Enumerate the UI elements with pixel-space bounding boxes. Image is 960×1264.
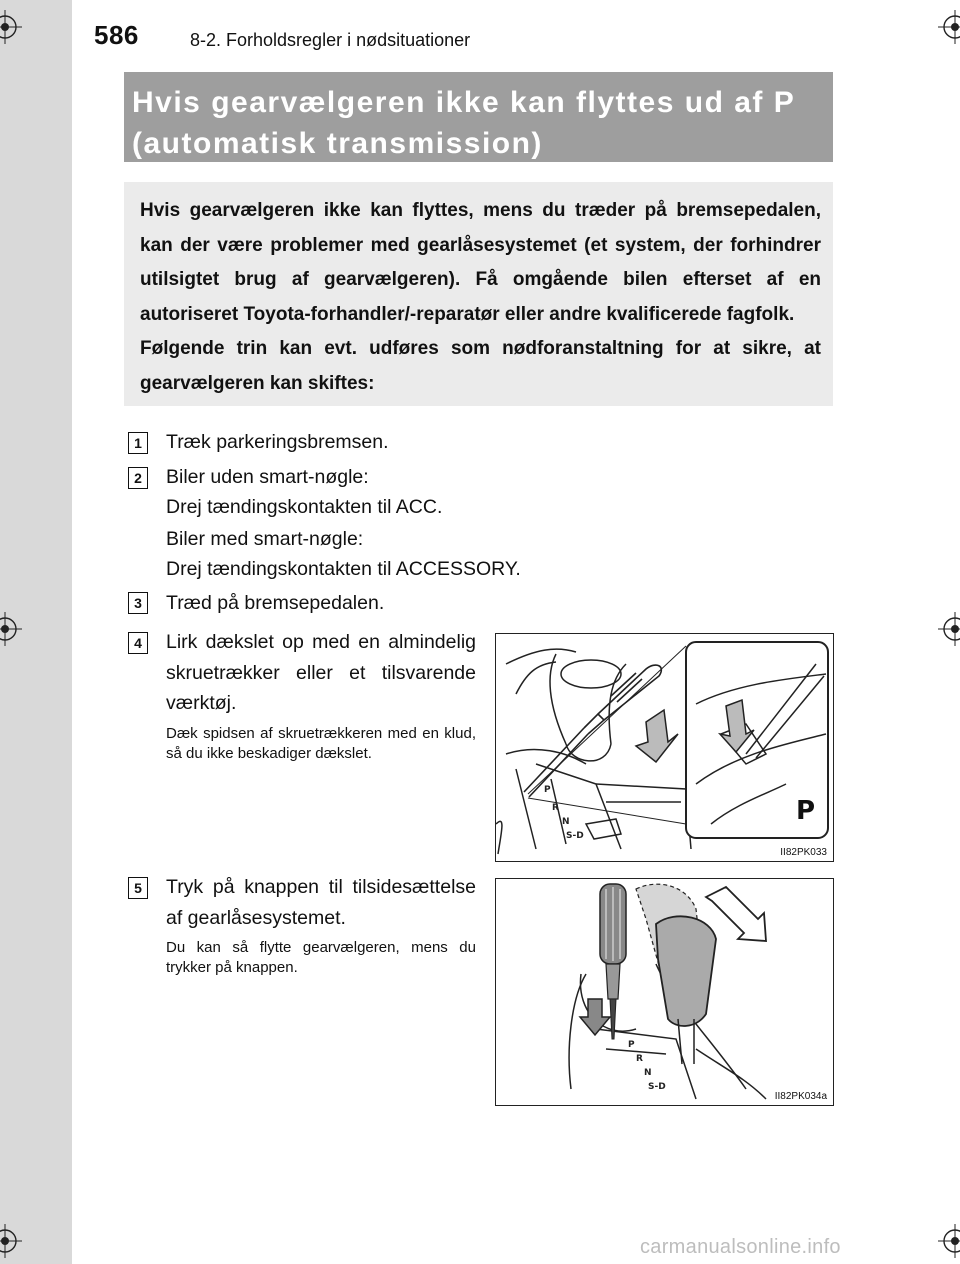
intro-box (124, 182, 833, 406)
intro-paragraph: Følgende trin kan evt. udføres som nødforanstaltning for at sikre, at gearvælgeren kan skiftes: (140, 338, 821, 394)
intro-paragraph: Hvis gearvælgeren ikke kan flyttes, mens du træder på bremsepedalen, kan der være problemer med gearlåsesystemet (et system, der forhindrer utilsigtet brug af gearvælgeren). Få omgående bilen efterset af en autoriseret Toyota-forhandler/-reparatør eller andre kvalificerede fagfolk. (140, 200, 821, 325)
step-text (166, 462, 442, 522)
registration-mark-icon (938, 10, 960, 44)
page-title (124, 72, 833, 162)
registration-mark-icon (0, 10, 22, 44)
gear-label: P (628, 1040, 635, 1050)
figure-lever-cover (495, 633, 834, 862)
gear-label: P (544, 785, 551, 795)
step-text: Lirk dækslet op med en almindelig skruetrækker eller et tilsvarende værktøj. (166, 631, 476, 714)
registration-mark-icon (938, 612, 960, 646)
step-line: Biler med smart-nøgle: (166, 528, 364, 550)
step-text: Træk parkeringsbremsen. (166, 431, 389, 453)
illustration-override-button (496, 879, 833, 1105)
registration-mark-icon (0, 612, 22, 646)
gear-label: S-D (648, 1082, 666, 1092)
title-line-1: Hvis gearvælgeren ikke kan flyttes ud af P (132, 86, 796, 119)
gear-label: N (644, 1068, 652, 1078)
step-number: 3 (128, 592, 148, 614)
step-text (166, 524, 521, 584)
step-number: 2 (128, 467, 148, 489)
title-line-2: (automatisk transmission) (132, 127, 543, 160)
figure-override-button (495, 878, 834, 1106)
figure-code: II82PK034a (774, 1091, 827, 1102)
step-note: Dæk spidsen af skruetrækkeren med en klud, så du ikke beskadiger dækslet. (166, 725, 476, 762)
section-heading: 8-2. Forholdsregler i nødsituationer (190, 30, 471, 50)
step-number: 5 (128, 877, 148, 899)
gear-label: S-D (566, 831, 584, 841)
step-line: Biler uden smart-nøgle: (166, 466, 369, 488)
step-note: Du kan så flytte gearvælgeren, mens du trykker på knappen. (166, 939, 476, 976)
step-number: 4 (128, 632, 148, 654)
figure-code: II82PK033 (780, 847, 827, 858)
illustration-pry-cover (496, 634, 833, 861)
step-line: Drej tændingskontakten til ACC. (166, 496, 443, 518)
page-number: 586 (94, 20, 139, 50)
step-line: Drej tændingskontakten til ACCESSORY. (166, 558, 521, 580)
gear-label: N (562, 817, 570, 827)
step-text: Tryk på knappen til tilsidesættelse af gearlåsesystemet. (166, 876, 476, 929)
step-number: 1 (128, 432, 148, 454)
registration-mark-icon (0, 1224, 22, 1258)
watermark: carmanualsonline.info (640, 1236, 841, 1258)
registration-mark-icon (938, 1224, 960, 1258)
gear-label: R (636, 1054, 643, 1064)
inset-gear-label: P (796, 796, 816, 826)
gear-label: R (552, 803, 559, 813)
step-text: Træd på bremsepedalen. (166, 592, 385, 614)
